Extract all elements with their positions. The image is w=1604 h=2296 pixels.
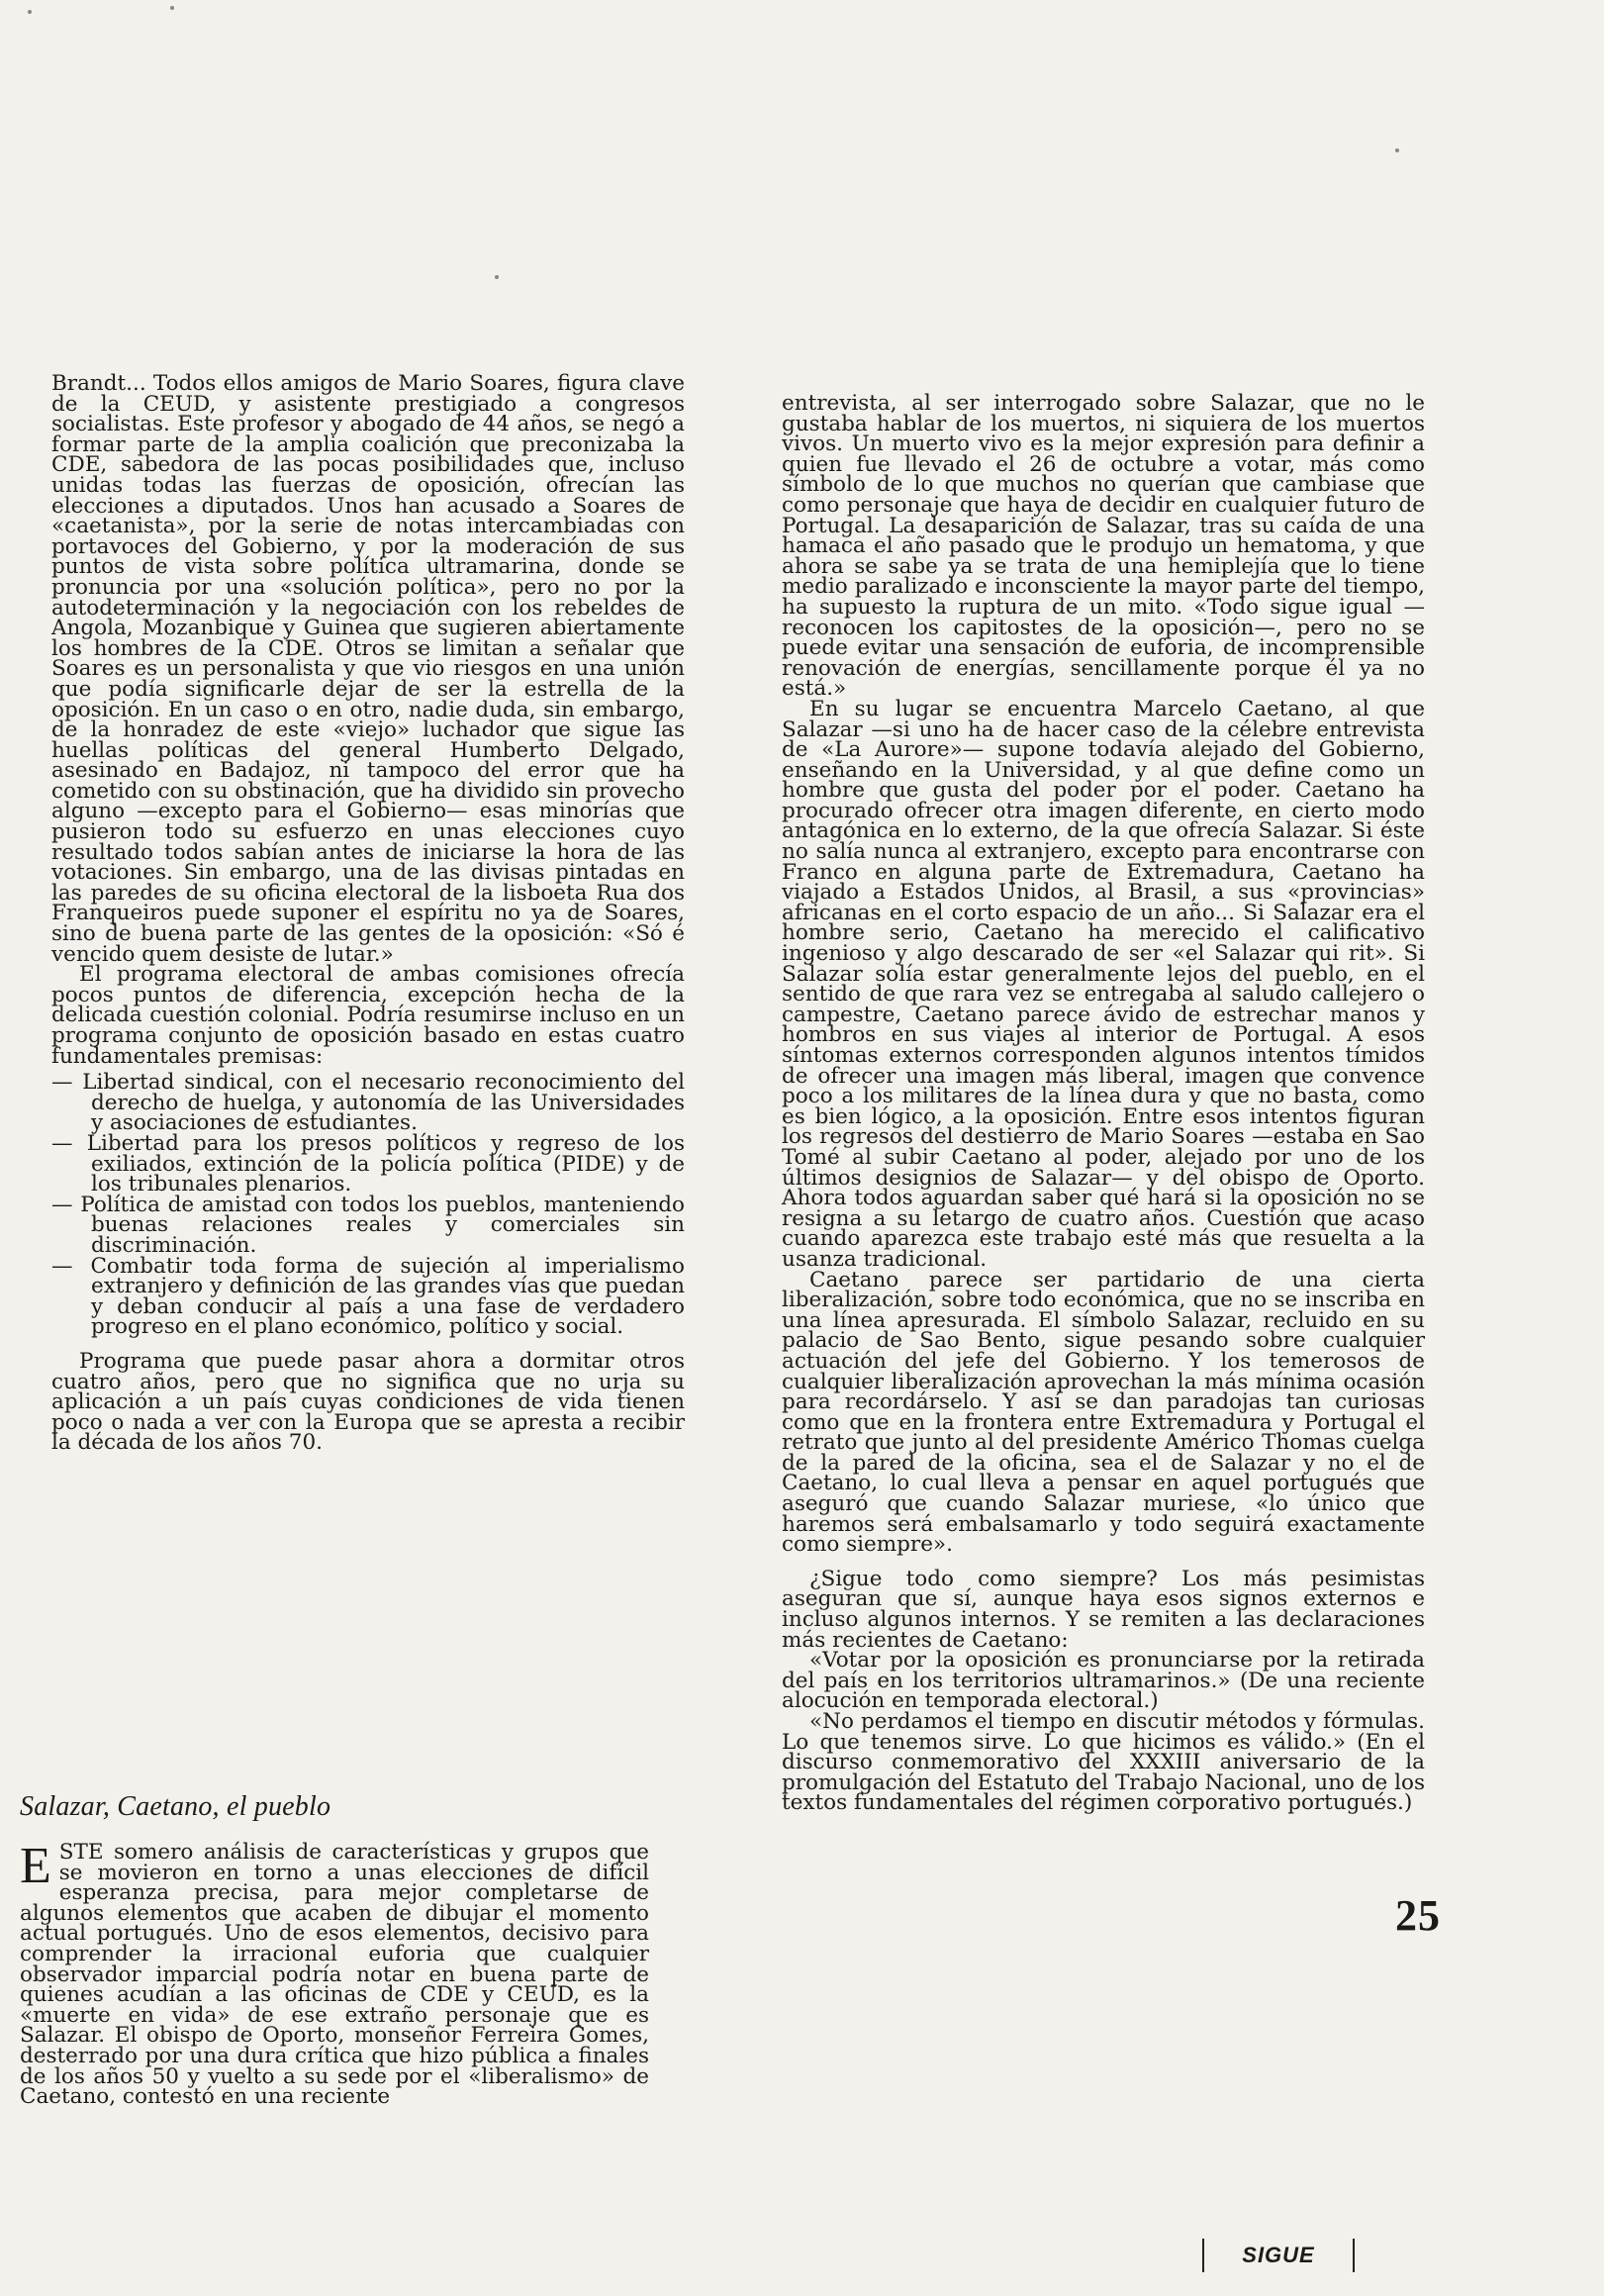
premises-list (51, 1070, 685, 1340)
left-column (51, 371, 685, 1456)
premise-item: — Política de amistad con todos los pueblos, manteniendo buenas relaciones reales y comerciales sin discriminación. (51, 1192, 685, 1258)
section-first-paragraph-text: STE somero análisis de características y grupos que se movieron en torno a unas elecciones de difícil esperanza precisa, para mejor completarse de algunos elementos que acaben de dibujar el momento actual portugués. Uno de esos elementos, decisivo para comprender la irracional euforia que cualquier observador imparcial podría notar en buena parte de quienes acudían a las oficinas de CDE y CEUD, es la «muerte en vida» de ese extraño personaje que es Salazar. El obispo de Oporto, monseñor Ferreira Gomes, desterrado por una dura crítica que hizo pública a finales de los años 50 y vuelto a su sede por el «liberalismo» de Caetano, contestó en una reciente (20, 1840, 649, 2110)
dropcap-letter: E (20, 1838, 51, 1894)
paper-speck (28, 10, 32, 14)
right-column (782, 391, 1425, 1816)
right-quote-2: «No perdamos el tiempo en discutir métodos y fórmulas. Lo que tenemos sirve. Lo que hicimos es válido.» (En el discurso conmemorativo del XXXIII aniversario de la promulgación del Estatuto del Trabajo Nacional, uno de los textos fundamentales del régimen corporativo portugués.) (782, 1709, 1425, 1816)
section-heading: Salazar, Caetano, el pueblo (20, 1791, 331, 1822)
section-first-paragraph (20, 1838, 649, 2110)
page-number: 25 (1395, 1891, 1441, 1940)
right-paragraph-2: En su lugar se encuentra Marcelo Caetano, al que Salazar —si uno ha de hacer caso de la célebre entrevista de «La Aurore»— supone todavía alejado del Gobierno, enseñando en la Universidad, y al que define como un hombre que gusta del poder por el poder. Caetano ha procurado ofrecer otra imagen diferente, en cierto modo antagónica en lo externo, de la que ofrecía Salazar. Si éste no salía nunca al extranjero, excepto para encontrarse con Franco en alguna parte de Extremadura, Caetano ha viajado a Estados Unidos, al Brasil, a sus «provincias» africanas en el corto espacio de un año... Si Salazar era el hombre serio, Caetano ha merecido el calificativo ingenioso y algo descarado de ser «el Salazar qui rit». Si Salazar solía estar generalmente lejos del pueblo, en el sentido de que rara vez se entregaba al saludo callejero o campestre, Caetano parece ávido de estrechar manos y hombros en sus viajes al interior de Portugal. A esos síntomas externos corresponden algunos intentos tímidos de ofrecer una imagen más liberal, imagen que convence poco a los militares de la línea dura y que no basta, como es bien lógico, a la oposición. Entre esos intentos figuran los regresos del destierro de Mario Soares —estaba en Sao Tomé al subir Caetano al poder, alejado por uno de los últimos designios de Salazar— y del obispo de Oporto. Ahora todos aguardan saber qué hará si la oposición no se resigna a su letargo de cuatro años. Cuestión que acaso cuando aparezca este trabajo esté más que resuelta a la usanza tradicional. (782, 696, 1425, 1272)
left-paragraph-1: Brandt... Todos ellos amigos de Mario Soares, figura clave de la CEUD, y asistente prestigiado a congresos socialistas. Este profesor y abogado de 44 años, se negó a formar parte de la amplia coalición que preconizaba la CDE, sabedora de las pocas posibilidades que, incluso unidas todas las fuerzas de oposición, ofrecían las elecciones a diputados. Unos han acusado a Soares de «caetanista», por la serie de notas intercambiadas con portavoces del Gobierno, y por la moderación de sus puntos de vista sobre política ultramarina, donde se pronuncia por una «solución política», pero no por la autodeterminación y la negociación con los rebeldes de Angola, Mozanbique y Guinea que sugieren abiertamente los hombres de la CDE. Otros se limitan a señalar que Soares es un personalista y que vio riesgos en una unión que podía significarle dejar de ser la estrella de la oposición. En un caso o en otro, nadie duda, sin embargo, de la honradez de este «viejo» luchador que sigue las huellas políticas del general Humberto Delgado, asesinado en Badajoz, ni tampoco del error que ha cometido con su obstinación, que ha dividido sin provecho alguno —excepto para el Gobierno— esas minorías que pusieron todo su esfuerzo en unas elecciones cuyo resultado todos sabían antes de iniciarse la hora de las votaciones. Sin embargo, una de las divisas pintadas en las paredes de su oficina electoral de la lisboeta Rua dos Franqueiros puede suponer el espíritu no ya de Soares, sino de buena parte de las gentes de la oposición: «Só é vencido quem desiste de lutar.» (51, 371, 685, 967)
right-quote-1: «Votar por la oposición es pronunciarse por la retirada del país en los territorios ultramarinos.» (De una reciente alocución en temporada electoral.) (782, 1648, 1425, 1714)
right-paragraph-4: ¿Sigue todo como siempre? Los más pesimistas aseguran que sí, aunque haya esos signos externos e incluso algunos internos. Y se remiten a las declaraciones más recientes de Caetano: (782, 1566, 1425, 1653)
right-paragraph-1: entrevista, al ser interrogado sobre Salazar, que no le gustaba hablar de los muertos, ni siquiera de los muertos vivos. Un muerto vivo es la mejor expresión para definir a quien fue llevado el 26 de octubre a votar, más como símbolo de lo que muchos no querían que cambiase que como personaje que haya de decidir en cualquier futuro de Portugal. La desaparición de Salazar, tras su caída de una hamaca el año pasado que le produjo un hematoma, y que ahora se sabe ya se trata de una hemiplejía que lo tiene medio paralizado e inconsciente la mayor parte del tiempo, ha supuesto la ruptura de un mito. «Todo sigue igual —reconocen los capitostes de la oposición—, pero no se puede evitar una sensación de euforia, de incomprensible renovación de energías, sencillamente porque él ya no está.» (782, 391, 1425, 702)
left-paragraph-2: El programa electoral de ambas comisiones ofrecía pocos puntos de diferencia, excepción hecha de la delicada cuestión colonial. Podría resumirse incluso en un programa conjunto de oposición basado en estas cuatro fundamentales premisas: (51, 962, 685, 1069)
premise-item: — Libertad para los presos políticos y regreso de los exiliados, extinción de la policía política (PIDE) y de los tribunales plenarios. (51, 1130, 685, 1197)
paper-speck (1395, 148, 1399, 152)
premise-item: — Combatir toda forma de sujeción al imperialismo extranjero y definición de las grandes vías que puedan y deban conducir al país a una fase de verdadero progreso en el plano económico, político y social. (51, 1253, 685, 1340)
paper-speck (170, 6, 174, 10)
left-closing-paragraph: Programa que puede pasar ahora a dormitar otros cuatro años, pero que no significa que no urja su aplicación a un país cuyas condiciones de vida tienen poco o nada a ver con la Europa que se apresta a recibir la década de los años 70. (51, 1348, 685, 1456)
continue-label: SIGUE (1242, 2243, 1315, 2267)
section-first-paragraph-block (20, 1838, 649, 2110)
paper-speck (495, 275, 499, 279)
premise-item: — Libertad sindical, con el necesario reconocimiento del derecho de huelga, y autonomía de las Universidades y asociaciones de estudiantes. (51, 1070, 685, 1136)
right-paragraph-3: Caetano parece ser partidario de una cierta liberalización, sobre todo económica, que no se inscriba en una línea apresurada. El símbolo Salazar, recluido en su palacio de Sao Bento, sigue pesando sobre cualquier actuación del jefe del Gobierno. Y los temerosos de cualquier liberalización aprovechan la más mínima ocasión para recordárselo. Y así se dan paradojas tan curiosas como que en la frontera entre Extremadura y Portugal el retrato que junto al del presidente Américo Thomas cuelga de la pared de la oficina, sea el de Salazar y no el de Caetano, lo cual lleva a pensar en aquel portugués que aseguró que cuando Salazar muriese, «lo único que haremos será embalsamarlo y todo seguirá exactamente como siempre». (782, 1267, 1425, 1558)
continue-marker (1202, 2239, 1355, 2272)
